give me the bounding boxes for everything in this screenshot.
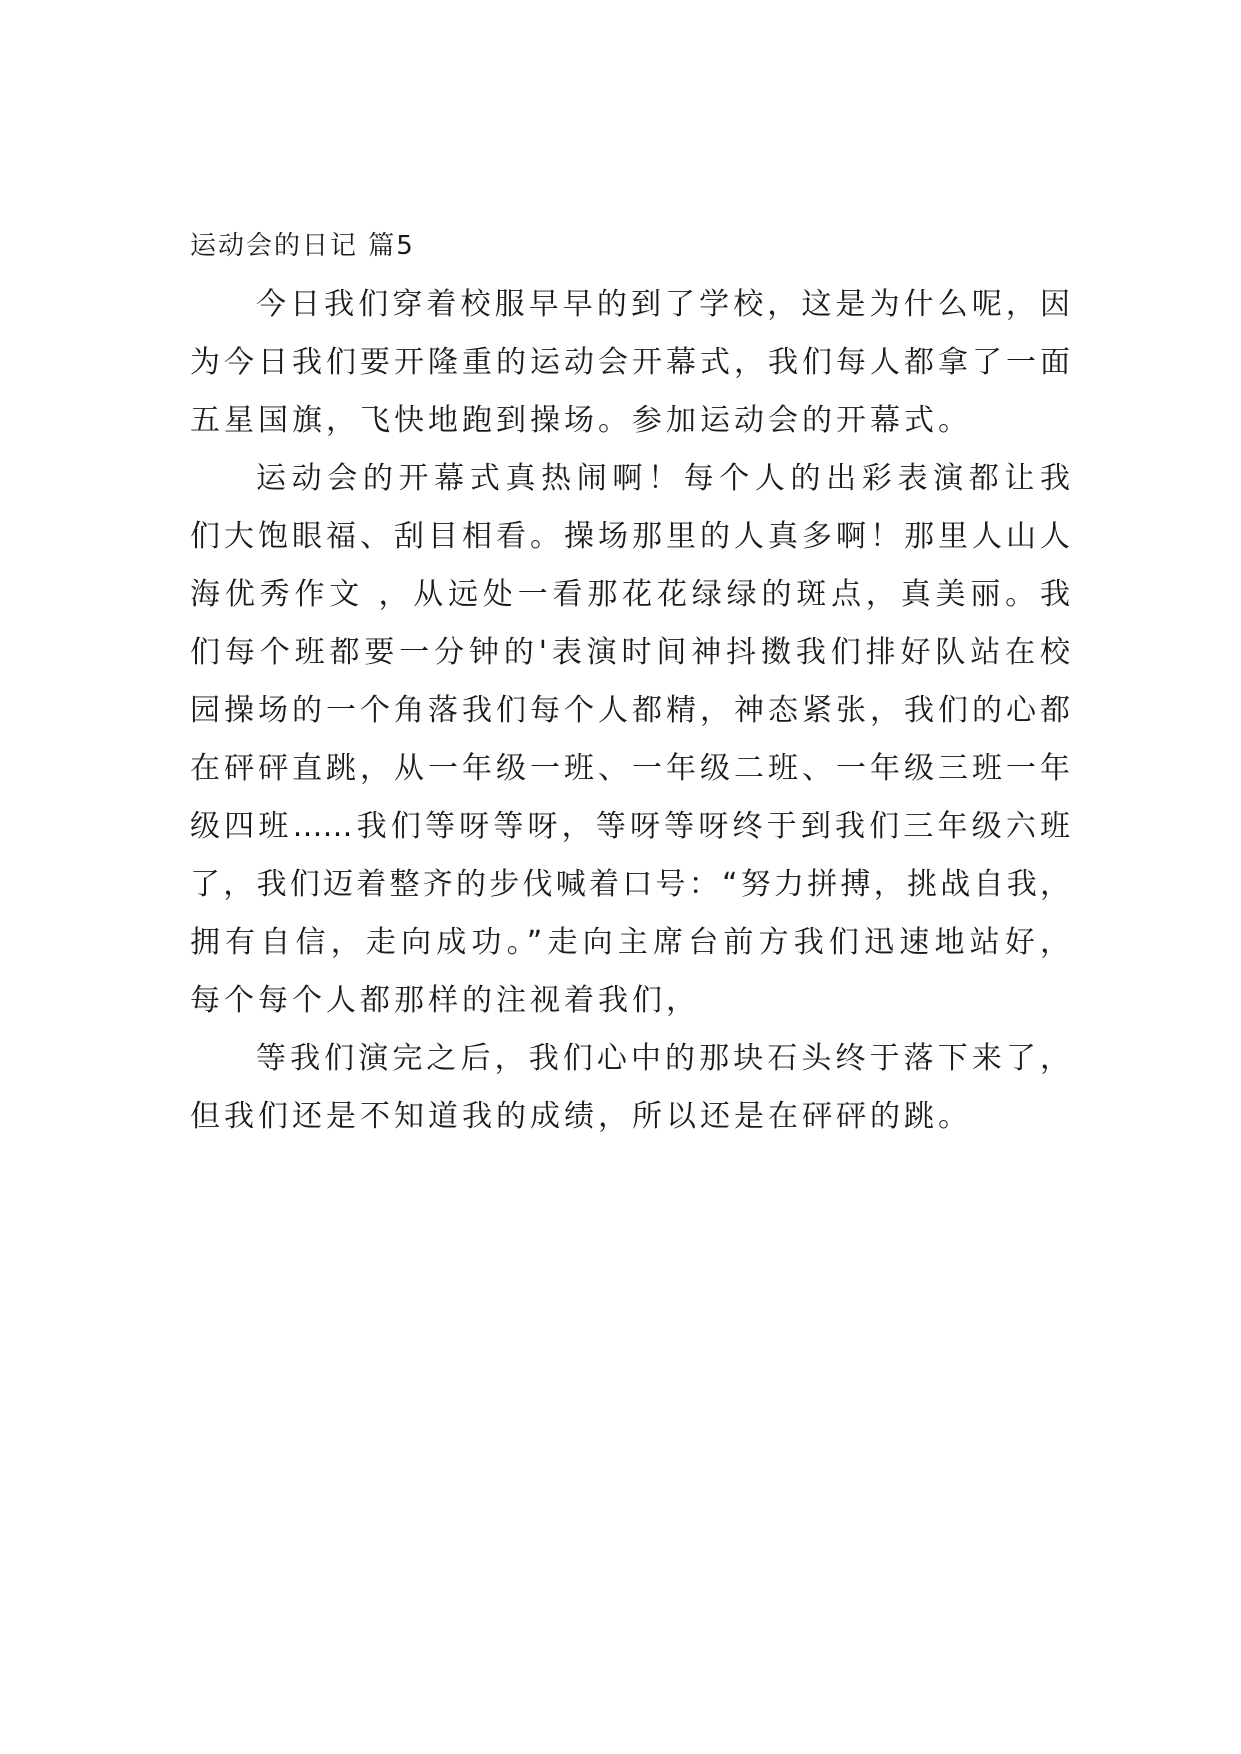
- paragraph-line: 运动会的开幕式真热闹啊！每个人的出彩表演都让我: [256, 461, 1070, 496]
- paragraph-line: 海优秀作文 ，从远处一看那花花绿绿的斑点，真美丽。我: [190, 577, 1070, 612]
- paragraph-line: 为今日我们要开隆重的运动会开幕式，我们每人都拿了一面: [190, 345, 1070, 380]
- paragraph-line: 们大饱眼福、刮目相看。操场那里的人真多啊！那里人山人: [190, 519, 1070, 554]
- document-body: [190, 216, 1070, 1146]
- document-title: 运动会的日记 篇5: [190, 231, 415, 261]
- paragraph-3: [190, 1030, 1070, 1146]
- paragraph-line: 了，我们迈着整齐的步伐喊着口号：“努力拼搏，挑战自我，: [190, 867, 1070, 902]
- paragraph-2: [190, 450, 1070, 1030]
- paragraph-line: 级四班……我们等呀等呀，等呀等呀终于到我们三年级六班: [190, 809, 1070, 844]
- paragraph-line: 五星国旗，飞快地跑到操场。参加运动会的开幕式。: [190, 403, 972, 438]
- paragraph-line: 每个每个人都那样的注视着我们，: [190, 983, 700, 1018]
- paragraph-line: 们每个班都要一分钟的'表演时间神抖擞我们排好队站在校: [190, 635, 1070, 670]
- paragraph-line: 今日我们穿着校服早早的到了学校，这是为什么呢，因: [256, 287, 1070, 322]
- paragraph-line: 但我们还是不知道我的成绩，所以还是在砰砰的跳。: [190, 1099, 972, 1134]
- paragraph-line: 在砰砰直跳，从一年级一班、一年级二班、一年级三班一年: [190, 751, 1070, 786]
- paragraph-line: 等我们演完之后，我们心中的那块石头终于落下来了，: [256, 1041, 1070, 1076]
- paragraph-line: 拥有自信，走向成功。”走向主席台前方我们迅速地站好，: [190, 925, 1070, 960]
- paragraph-1: [190, 276, 1070, 450]
- paragraph-line: 园操场的一个角落我们每个人都精，神态紧张，我们的心都: [190, 693, 1070, 728]
